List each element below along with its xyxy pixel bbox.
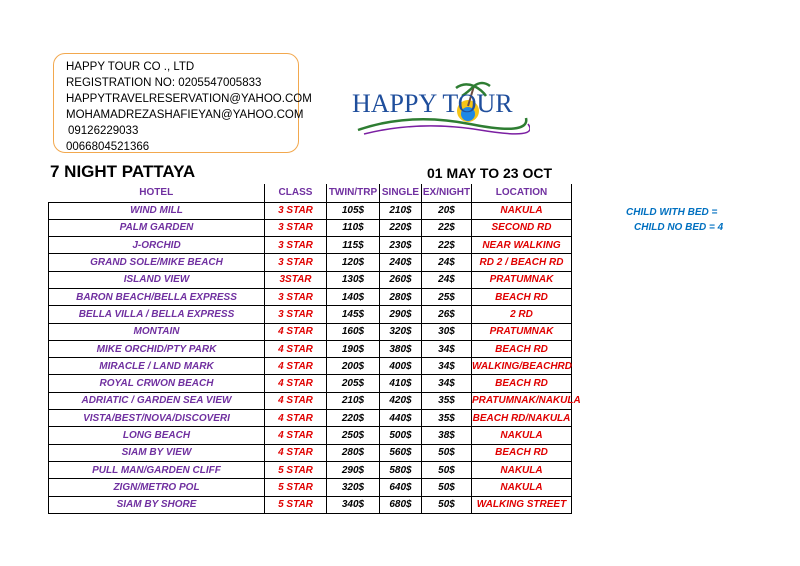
hotel-location: RD 2 / BEACH RD [472, 254, 572, 271]
hotel-location: NEAR WALKING [472, 237, 572, 254]
table-row [49, 479, 572, 496]
single-price: 320$ [380, 323, 422, 340]
hotel-name: ADRIATIC / GARDEN SEA VIEW [49, 392, 265, 409]
hotel-class: 3STAR [265, 271, 327, 288]
extra-night-price: 24$ [422, 254, 472, 271]
single-price: 260$ [380, 271, 422, 288]
table-row [49, 340, 572, 357]
twin-price: 280$ [327, 444, 380, 461]
hotel-class: 4 STAR [265, 323, 327, 340]
twin-price: 115$ [327, 237, 380, 254]
header-hotel: HOTEL [49, 184, 265, 202]
header-location: LOCATION [472, 184, 572, 202]
table-row [49, 358, 572, 375]
hotel-location: NAKULA [472, 461, 572, 478]
hotel-location: NAKULA [472, 202, 572, 219]
hotel-class: 4 STAR [265, 410, 327, 427]
hotel-name: VISTA/BEST/NOVA/DISCOVERI [49, 410, 265, 427]
hotel-class: 3 STAR [265, 202, 327, 219]
table-row [49, 427, 572, 444]
date-range: 01 MAY TO 23 OCT [427, 165, 553, 181]
table-row [49, 306, 572, 323]
twin-price: 160$ [327, 323, 380, 340]
hotel-location: PRATUMNAK/NAKULA [472, 392, 572, 409]
hotel-name: MIRACLE / LAND MARK [49, 358, 265, 375]
hotel-location: BEACH RD [472, 340, 572, 357]
table-row [49, 237, 572, 254]
twin-price: 200$ [327, 358, 380, 375]
extra-night-price: 50$ [422, 444, 472, 461]
hotel-class: 4 STAR [265, 340, 327, 357]
company-info-box [53, 53, 312, 153]
hotel-class: 5 STAR [265, 479, 327, 496]
child-no-bed-note: CHILD NO BED = 4 [634, 222, 724, 233]
single-price: 220$ [380, 219, 422, 236]
twin-price: 320$ [327, 479, 380, 496]
hotel-class: 3 STAR [265, 306, 327, 323]
hotel-name: LONG BEACH [49, 427, 265, 444]
hotel-name: MONTAIN [49, 323, 265, 340]
extra-night-price: 25$ [422, 288, 472, 305]
table-row [49, 254, 572, 271]
extra-night-price: 34$ [422, 358, 472, 375]
twin-price: 190$ [327, 340, 380, 357]
hotel-class: 3 STAR [265, 237, 327, 254]
hotel-location: BEACH RD [472, 444, 572, 461]
twin-price: 250$ [327, 427, 380, 444]
extra-night-price: 34$ [422, 375, 472, 392]
table-row [49, 392, 572, 409]
table-header-row [49, 184, 572, 202]
single-price: 580$ [380, 461, 422, 478]
company-name: HAPPY TOUR CO ., LTD [66, 61, 195, 73]
twin-price: 145$ [327, 306, 380, 323]
table-row [49, 496, 572, 513]
happy-tour-logo [350, 78, 530, 138]
twin-price: 220$ [327, 410, 380, 427]
single-price: 280$ [380, 288, 422, 305]
hotel-location: NAKULA [472, 479, 572, 496]
phone-primary: 09126229033 [68, 125, 139, 137]
twin-price: 340$ [327, 496, 380, 513]
single-price: 410$ [380, 375, 422, 392]
twin-price: 105$ [327, 202, 380, 219]
hotel-name: PALM GARDEN [49, 219, 265, 236]
header-ex-night: EX/NIGHT [422, 184, 472, 202]
table-row [49, 444, 572, 461]
header-single: SINGLE [380, 184, 422, 202]
twin-price: 210$ [327, 392, 380, 409]
phone-secondary: 0066804521366 [66, 141, 150, 153]
single-price: 400$ [380, 358, 422, 375]
hotel-name: BELLA VILLA / BELLA EXPRESS [49, 306, 265, 323]
table-row [49, 271, 572, 288]
hotel-name: WIND MILL [49, 202, 265, 219]
hotel-location: NAKULA [472, 427, 572, 444]
page-title: 7 NIGHT PATTAYA [50, 162, 196, 181]
email-primary[interactable]: HAPPYTRAVELRESERVATION@YAHOO.COM [66, 93, 312, 105]
twin-price: 130$ [327, 271, 380, 288]
hotel-class: 4 STAR [265, 358, 327, 375]
twin-price: 110$ [327, 219, 380, 236]
single-price: 640$ [380, 479, 422, 496]
registration-number: REGISTRATION NO: 0205547005833 [66, 77, 262, 89]
single-price: 230$ [380, 237, 422, 254]
hotel-location: BEACH RD/NAKULA [472, 410, 572, 427]
hotel-class: 3 STAR [265, 219, 327, 236]
hotel-name: ISLAND VIEW [49, 271, 265, 288]
header-class: CLASS [265, 184, 327, 202]
header-twin: TWIN/TRP [327, 184, 380, 202]
hotel-name: MIKE ORCHID/PTY PARK [49, 340, 265, 357]
table-row [49, 323, 572, 340]
hotel-class: 4 STAR [265, 444, 327, 461]
extra-night-price: 30$ [422, 323, 472, 340]
table-row [49, 461, 572, 478]
logo-text: HAPPY TOUR [352, 89, 513, 118]
extra-night-price: 26$ [422, 306, 472, 323]
hotel-location: BEACH RD [472, 375, 572, 392]
single-price: 560$ [380, 444, 422, 461]
email-secondary[interactable]: MOHAMADREZASHAFIEYAN@YAHOO.COM [66, 109, 304, 121]
extra-night-price: 38$ [422, 427, 472, 444]
twin-price: 140$ [327, 288, 380, 305]
hotel-name: BARON BEACH/BELLA EXPRESS [49, 288, 265, 305]
hotel-location: WALKING/BEACHRD [472, 358, 572, 375]
hotel-class: 5 STAR [265, 461, 327, 478]
hotel-class: 3 STAR [265, 288, 327, 305]
hotel-location: PRATUMNAK [472, 323, 572, 340]
hotel-name: ROYAL CRWON BEACH [49, 375, 265, 392]
hotel-location: PRATUMNAK [472, 271, 572, 288]
hotel-name: PULL MAN/GARDEN CLIFF [49, 461, 265, 478]
table-row [49, 219, 572, 236]
hotel-class: 4 STAR [265, 375, 327, 392]
twin-price: 205$ [327, 375, 380, 392]
twin-price: 120$ [327, 254, 380, 271]
single-price: 440$ [380, 410, 422, 427]
single-price: 210$ [380, 202, 422, 219]
rates-table [48, 184, 581, 514]
extra-night-price: 35$ [422, 410, 472, 427]
hotel-location: SECOND RD [472, 219, 572, 236]
single-price: 500$ [380, 427, 422, 444]
hotel-class: 4 STAR [265, 392, 327, 409]
single-price: 380$ [380, 340, 422, 357]
table-row [49, 202, 572, 219]
single-price: 240$ [380, 254, 422, 271]
table-row [49, 375, 572, 392]
extra-night-price: 24$ [422, 271, 472, 288]
table-row [49, 410, 572, 427]
extra-night-price: 22$ [422, 219, 472, 236]
single-price: 420$ [380, 392, 422, 409]
hotel-location: BEACH RD [472, 288, 572, 305]
extra-night-price: 50$ [422, 496, 472, 513]
extra-night-price: 34$ [422, 340, 472, 357]
extra-night-price: 20$ [422, 202, 472, 219]
single-price: 290$ [380, 306, 422, 323]
extra-night-price: 35$ [422, 392, 472, 409]
extra-night-price: 22$ [422, 237, 472, 254]
hotel-name: J-ORCHID [49, 237, 265, 254]
hotel-name: ZIGN/METRO POL [49, 479, 265, 496]
twin-price: 290$ [327, 461, 380, 478]
hotel-location: 2 RD [472, 306, 572, 323]
hotel-class: 4 STAR [265, 427, 327, 444]
hotel-name: SIAM BY SHORE [49, 496, 265, 513]
hotel-name: SIAM BY VIEW [49, 444, 265, 461]
hotel-name: GRAND SOLE/MIKE BEACH [49, 254, 265, 271]
hotel-class: 5 STAR [265, 496, 327, 513]
hotel-location: WALKING STREET [472, 496, 572, 513]
child-with-bed-note: CHILD WITH BED = [626, 207, 718, 218]
hotel-class: 3 STAR [265, 254, 327, 271]
table-row [49, 288, 572, 305]
extra-night-price: 50$ [422, 461, 472, 478]
extra-night-price: 50$ [422, 479, 472, 496]
single-price: 680$ [380, 496, 422, 513]
